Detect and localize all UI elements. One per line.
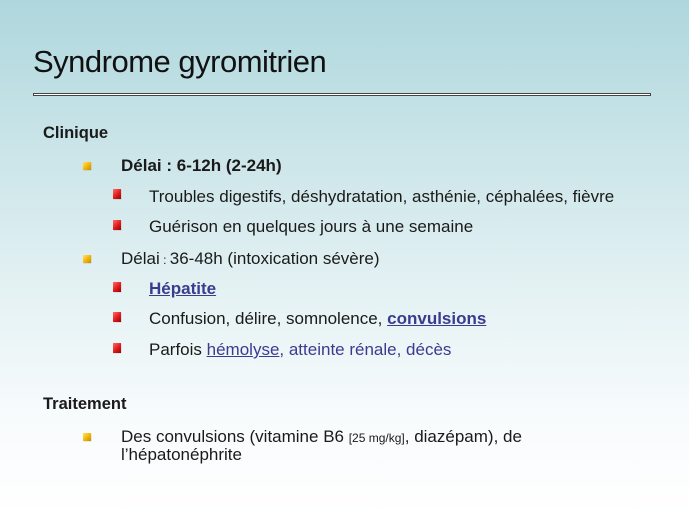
list-item: Guérison en quelques jours à une semaine <box>149 217 474 236</box>
traitement-dose: [25 mg/kg] <box>348 431 405 445</box>
delai-2-colon: : <box>159 253 170 267</box>
list-item <box>149 279 216 299</box>
slide-title: Syndrome gyromitrien <box>33 44 327 79</box>
bullet-square-icon <box>113 189 121 199</box>
list-item <box>149 340 451 360</box>
bullet-square-icon <box>113 282 121 292</box>
bullet-square-icon <box>113 343 121 353</box>
section-heading-traitement: Traitement <box>43 395 127 413</box>
parfois-rest-text: , atteinte rénale, décès <box>279 340 452 359</box>
convulsions-link[interactable]: convulsions <box>387 309 487 328</box>
traitement-line-1 <box>121 427 522 447</box>
traitement-text-b: , diazépam), de <box>404 427 522 446</box>
section-heading-clinique: Clinique <box>43 124 109 142</box>
bullet-square-icon <box>113 220 121 230</box>
parfois-text: Parfois <box>149 340 207 359</box>
hepatite-link[interactable]: Hépatite <box>149 279 217 298</box>
delai-2-label <box>121 249 380 269</box>
delai-2-prefix: Délai <box>121 249 160 268</box>
bullet-square-icon <box>83 162 91 170</box>
bullet-square-icon <box>83 433 91 441</box>
delai-1-label: Délai : 6-12h (2-24h) <box>121 156 282 175</box>
bullet-square-icon <box>113 312 121 322</box>
confusion-text: Confusion, délire, somnolence, <box>149 309 388 328</box>
list-item <box>149 309 486 329</box>
hemolyse-link[interactable]: hémolyse <box>206 340 280 359</box>
bullet-square-icon <box>83 255 91 263</box>
delai-2-rest: 36-48h (intoxication sévère) <box>169 249 380 268</box>
traitement-line-2: l’hépatonéphrite <box>121 445 242 464</box>
list-item: Troubles digestifs, déshydratation, asthénie, céphalées, fièvre <box>149 187 615 206</box>
title-divider <box>33 93 651 96</box>
traitement-text-a: Des convulsions (vitamine B6 <box>121 427 349 446</box>
